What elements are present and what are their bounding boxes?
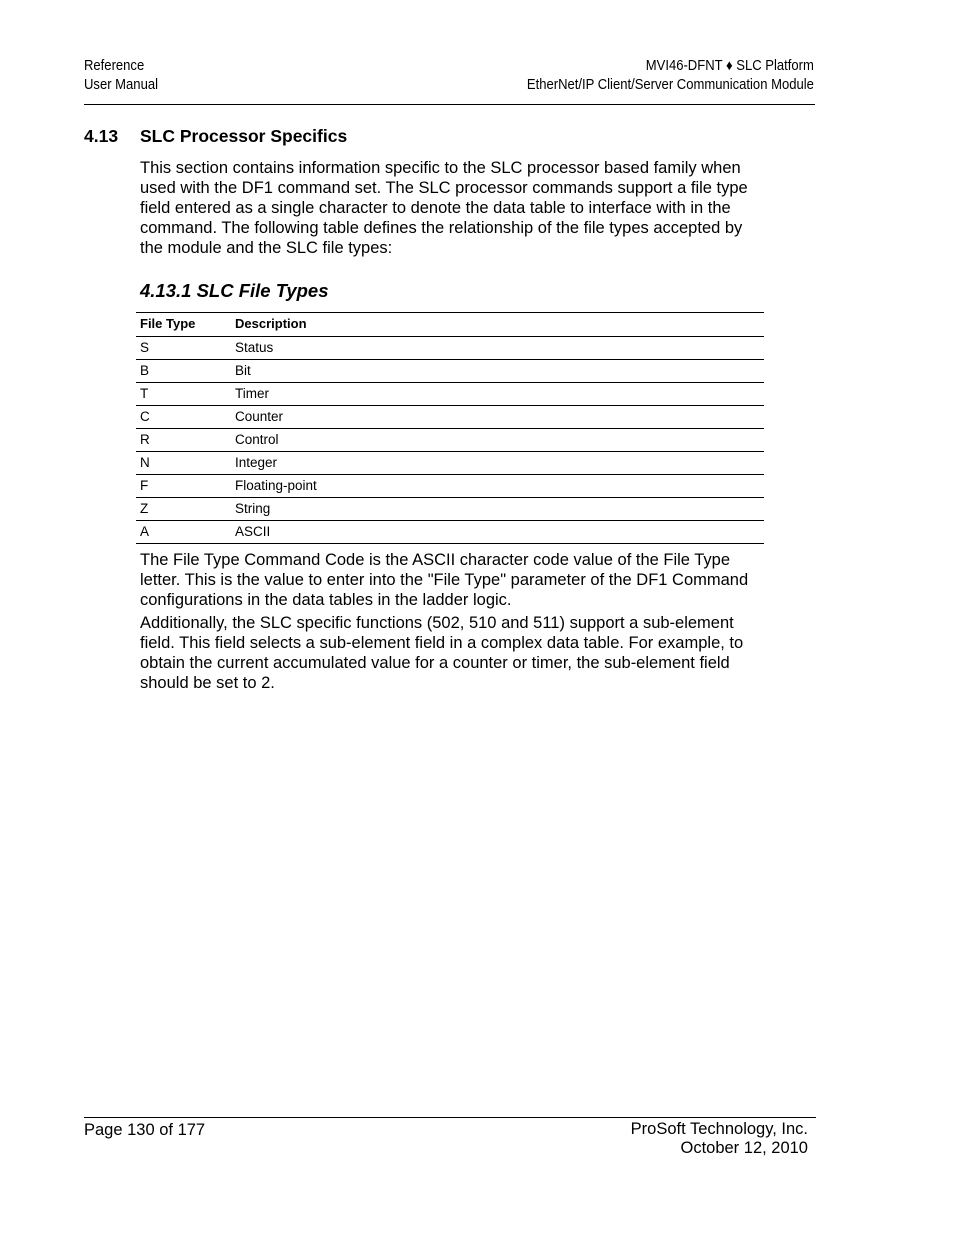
file-type-cell: A	[136, 520, 231, 543]
table-row	[136, 428, 764, 451]
file-type-cell: C	[136, 405, 231, 428]
table-row	[136, 382, 764, 405]
file-type-cell: B	[136, 359, 231, 382]
sub-element-paragraph: Additionally, the SLC specific functions (502, 510 and 511) support a sub-element field. This field selects a sub-element field in a complex data table. For example, to obtain the current accumulated value for a counter or timer, the sub-element field should be set to 2.	[140, 614, 744, 692]
section-title: SLC Processor Specifics	[140, 126, 348, 146]
table-top-rule	[136, 312, 764, 313]
header-divider	[84, 104, 815, 105]
table-row	[136, 359, 764, 382]
header-manual-label: User Manual	[84, 77, 158, 93]
description-cell: Integer	[231, 451, 764, 474]
table-row	[136, 497, 764, 520]
header-module-label: EtherNet/IP Client/Server Communication Module	[527, 77, 814, 93]
table-row	[136, 405, 764, 428]
description-cell: Counter	[231, 405, 764, 428]
description-cell: String	[231, 497, 764, 520]
file-type-cell: Z	[136, 497, 231, 520]
file-types-table	[136, 312, 764, 544]
description-cell: ASCII	[231, 520, 764, 543]
file-type-cell: T	[136, 382, 231, 405]
subsection-heading: 4.13.1 SLC File Types	[140, 280, 329, 301]
description-cell: Control	[231, 428, 764, 451]
intro-paragraph: This section contains information specific to the SLC processor based family when used with the DF1 command set. The SLC processor commands support a file type field entered as a single character to denote the data table to interface with in the command. The following table defines the relationship of the file types accepted by the module and the SLC file types:	[140, 159, 748, 257]
company-name: ProSoft Technology, Inc.	[630, 1120, 808, 1138]
table-row	[136, 451, 764, 474]
footer-divider	[84, 1117, 816, 1118]
file-type-code-paragraph: The File Type Command Code is the ASCII character code value of the File Type letter. This is the value to enter into the "File Type" parameter of the DF1 Command configurations in the data tables in the ladder logic.	[140, 551, 749, 609]
description-cell: Status	[231, 336, 764, 359]
footer-right	[631, 1120, 808, 1158]
section-number: 4.13	[84, 126, 119, 146]
page-number: Page 130 of 177	[84, 1121, 206, 1139]
file-type-cell: S	[136, 336, 231, 359]
description-cell: Bit	[231, 359, 764, 382]
table-row	[136, 336, 764, 359]
file-type-cell: R	[136, 428, 231, 451]
file-type-cell: F	[136, 474, 231, 497]
file-type-cell: N	[136, 451, 231, 474]
description-cell: Timer	[231, 382, 764, 405]
publication-date: October 12, 2010	[680, 1139, 808, 1157]
header-product-label: MVI46-DFNT ♦ SLC Platform	[645, 58, 814, 74]
section-heading	[84, 126, 347, 147]
table-header-row	[136, 312, 764, 336]
table-row	[136, 474, 764, 497]
description-cell: Floating-point	[231, 474, 764, 497]
header-right	[527, 57, 814, 95]
header-section-label: Reference	[84, 58, 145, 74]
column-header-file-type: File Type	[136, 312, 231, 336]
header-left	[84, 57, 158, 95]
column-header-description: Description	[231, 312, 764, 336]
table-row	[136, 520, 764, 543]
